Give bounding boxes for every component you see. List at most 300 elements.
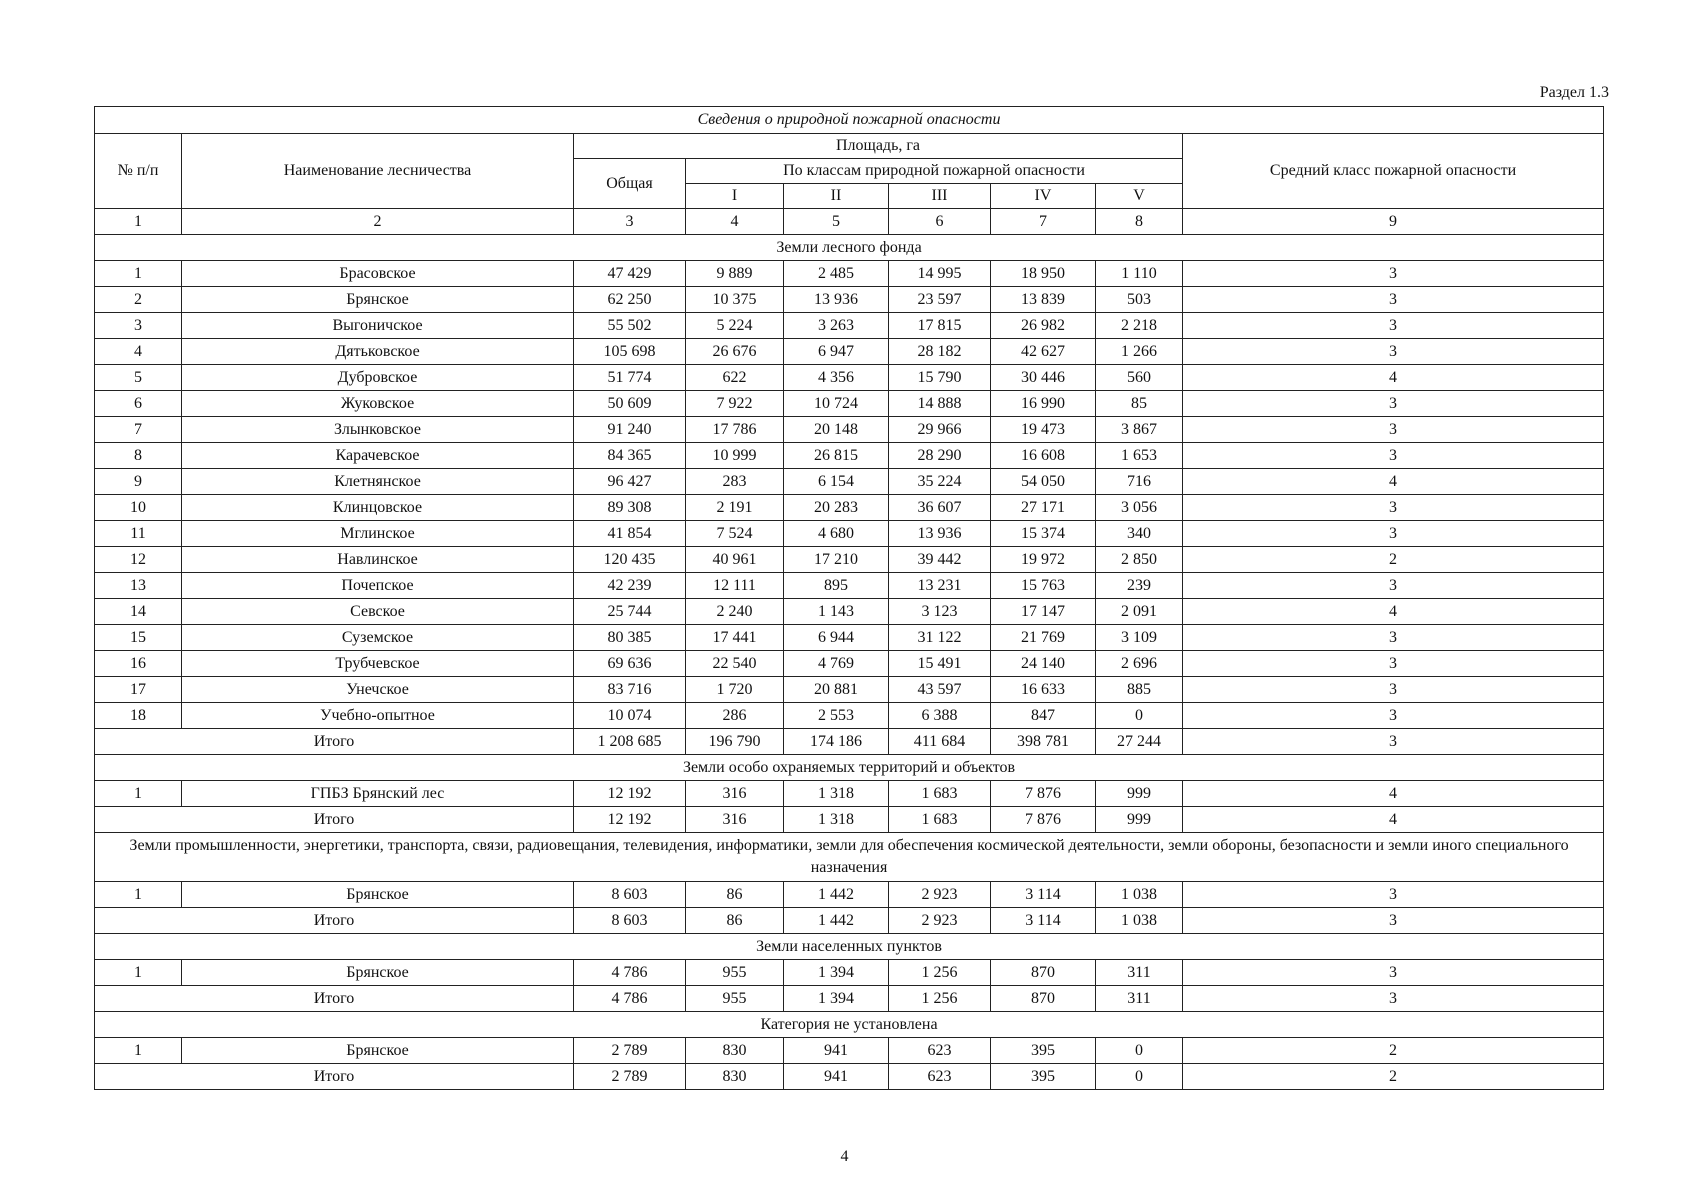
total-label: Итого xyxy=(95,986,574,1012)
forestry-name-cell: Брянское xyxy=(182,287,574,313)
total-cell: 4 xyxy=(1183,807,1604,833)
header-by-class: По классам природной пожарной опасности xyxy=(686,159,1183,184)
table-row xyxy=(95,391,1604,417)
total-cell: 3 114 xyxy=(991,908,1096,934)
forestry-name-cell: ГПБЗ Брянский лес xyxy=(182,781,574,807)
table-cell: 18 950 xyxy=(991,261,1096,287)
table-row xyxy=(95,1038,1604,1064)
table-cell: 623 xyxy=(889,1038,991,1064)
table-cell: 12 192 xyxy=(574,781,686,807)
table-cell: 4 769 xyxy=(784,651,889,677)
table-cell: 51 774 xyxy=(574,365,686,391)
table-cell: 3 xyxy=(1183,417,1604,443)
total-row xyxy=(95,1064,1604,1090)
table-cell: 286 xyxy=(686,703,784,729)
table-cell: 20 283 xyxy=(784,495,889,521)
total-cell: 196 790 xyxy=(686,729,784,755)
table-cell: 18 xyxy=(95,703,182,729)
section-title: Земли промышленности, энергетики, транспорта, связи, радиовещания, телевидения, информатики, земли для обеспечения космической деятельности, земли обороны, безопасности и земли иного специального назначения xyxy=(95,833,1604,882)
table-cell: 10 724 xyxy=(784,391,889,417)
total-cell: 395 xyxy=(991,1064,1096,1090)
forestry-name-cell: Учебно-опытное xyxy=(182,703,574,729)
table-cell: 1 xyxy=(95,1038,182,1064)
column-number: 7 xyxy=(991,209,1096,235)
table-cell: 2 xyxy=(1183,547,1604,573)
table-cell: 80 385 xyxy=(574,625,686,651)
table-row xyxy=(95,703,1604,729)
table-cell: 15 790 xyxy=(889,365,991,391)
table-row xyxy=(95,443,1604,469)
total-cell: 955 xyxy=(686,986,784,1012)
table-cell: 2 191 xyxy=(686,495,784,521)
table-cell: 28 182 xyxy=(889,339,991,365)
header-class-1: I xyxy=(686,184,784,209)
forestry-name-cell: Жуковское xyxy=(182,391,574,417)
page-number: 4 xyxy=(840,1148,849,1165)
forestry-name-cell: Мглинское xyxy=(182,521,574,547)
table-cell: 8 xyxy=(95,443,182,469)
table-row xyxy=(95,365,1604,391)
column-number: 8 xyxy=(1096,209,1183,235)
table-cell: 50 609 xyxy=(574,391,686,417)
table-cell: 1 038 xyxy=(1096,882,1183,908)
total-label: Итого xyxy=(95,729,574,755)
total-cell: 623 xyxy=(889,1064,991,1090)
table-row xyxy=(95,261,1604,287)
table-title: Сведения о природной пожарной опасности xyxy=(95,107,1604,134)
header-class-5: V xyxy=(1096,184,1183,209)
header-col-name: Наименование лесничества xyxy=(182,134,574,209)
table-cell: 3 263 xyxy=(784,313,889,339)
table-cell: 17 xyxy=(95,677,182,703)
header-class-4: IV xyxy=(991,184,1096,209)
table-cell: 22 540 xyxy=(686,651,784,677)
table-cell: 3 109 xyxy=(1096,625,1183,651)
table-cell: 4 xyxy=(1183,365,1604,391)
table-cell: 3 056 xyxy=(1096,495,1183,521)
table-row xyxy=(95,313,1604,339)
column-number: 1 xyxy=(95,209,182,235)
table-cell: 3 xyxy=(1183,495,1604,521)
table-cell: 6 154 xyxy=(784,469,889,495)
section-title: Земли лесного фонда xyxy=(95,235,1604,261)
table-cell: 17 786 xyxy=(686,417,784,443)
table-cell: 941 xyxy=(784,1038,889,1064)
column-number: 4 xyxy=(686,209,784,235)
forestry-name-cell: Брянское xyxy=(182,1038,574,1064)
table-cell: 2 696 xyxy=(1096,651,1183,677)
table-cell: 3 xyxy=(1183,443,1604,469)
table-cell: 14 xyxy=(95,599,182,625)
forestry-name-cell: Севское xyxy=(182,599,574,625)
table-cell: 847 xyxy=(991,703,1096,729)
total-cell: 2 xyxy=(1183,1064,1604,1090)
table-cell: 2 553 xyxy=(784,703,889,729)
table-row xyxy=(95,469,1604,495)
forestry-name-cell: Брянское xyxy=(182,882,574,908)
table-cell: 62 250 xyxy=(574,287,686,313)
table-cell: 2 xyxy=(95,287,182,313)
table-cell: 10 375 xyxy=(686,287,784,313)
table-cell: 716 xyxy=(1096,469,1183,495)
table-cell: 16 xyxy=(95,651,182,677)
table-cell: 1 442 xyxy=(784,882,889,908)
table-cell: 15 374 xyxy=(991,521,1096,547)
table-cell: 3 xyxy=(1183,882,1604,908)
table-cell: 283 xyxy=(686,469,784,495)
total-row xyxy=(95,729,1604,755)
table-cell: 3 xyxy=(1183,960,1604,986)
table-row xyxy=(95,339,1604,365)
table-cell: 3 xyxy=(1183,287,1604,313)
total-cell: 941 xyxy=(784,1064,889,1090)
table-body xyxy=(95,209,1604,1090)
total-cell: 311 xyxy=(1096,986,1183,1012)
table-cell: 55 502 xyxy=(574,313,686,339)
table-cell: 1 xyxy=(95,781,182,807)
table-cell: 870 xyxy=(991,960,1096,986)
header-class-3: III xyxy=(889,184,991,209)
table-cell: 3 xyxy=(1183,573,1604,599)
table-cell: 91 240 xyxy=(574,417,686,443)
table-cell: 14 995 xyxy=(889,261,991,287)
table-row xyxy=(95,573,1604,599)
table-cell: 4 xyxy=(95,339,182,365)
table-cell: 105 698 xyxy=(574,339,686,365)
table-cell: 14 888 xyxy=(889,391,991,417)
table-cell: 3 xyxy=(95,313,182,339)
total-cell: 398 781 xyxy=(991,729,1096,755)
forestry-name-cell: Карачевское xyxy=(182,443,574,469)
table-cell: 3 xyxy=(1183,651,1604,677)
table-cell: 830 xyxy=(686,1038,784,1064)
table-cell: 340 xyxy=(1096,521,1183,547)
forestry-name-cell: Клетнянское xyxy=(182,469,574,495)
header-col-no: № п/п xyxy=(95,134,182,209)
section-label: Раздел 1.3 xyxy=(1539,84,1609,101)
table-cell: 24 140 xyxy=(991,651,1096,677)
total-cell: 830 xyxy=(686,1064,784,1090)
table-row xyxy=(95,495,1604,521)
table-cell: 1 720 xyxy=(686,677,784,703)
total-cell: 8 603 xyxy=(574,908,686,934)
table-cell: 36 607 xyxy=(889,495,991,521)
table-cell: 15 763 xyxy=(991,573,1096,599)
table-row xyxy=(95,599,1604,625)
table-cell: 2 789 xyxy=(574,1038,686,1064)
table-cell: 12 xyxy=(95,547,182,573)
table-cell: 17 210 xyxy=(784,547,889,573)
section-header-row xyxy=(95,1012,1604,1038)
table-row xyxy=(95,882,1604,908)
section-header-row xyxy=(95,833,1604,882)
table-cell: 4 xyxy=(1183,599,1604,625)
forestry-name-cell: Злынковское xyxy=(182,417,574,443)
table-cell: 30 446 xyxy=(991,365,1096,391)
table-cell: 2 218 xyxy=(1096,313,1183,339)
total-cell: 1 038 xyxy=(1096,908,1183,934)
table-row xyxy=(95,287,1604,313)
table-cell: 503 xyxy=(1096,287,1183,313)
table-cell: 5 224 xyxy=(686,313,784,339)
table-cell: 86 xyxy=(686,882,784,908)
table-cell: 4 xyxy=(1183,781,1604,807)
column-number: 3 xyxy=(574,209,686,235)
table-cell: 3 xyxy=(1183,703,1604,729)
table-cell: 13 936 xyxy=(784,287,889,313)
table-cell: 3 xyxy=(1183,391,1604,417)
forestry-name-cell: Навлинское xyxy=(182,547,574,573)
table-row xyxy=(95,651,1604,677)
total-label: Итого xyxy=(95,908,574,934)
table-cell: 19 972 xyxy=(991,547,1096,573)
table-cell: 31 122 xyxy=(889,625,991,651)
table-row xyxy=(95,547,1604,573)
table-cell: 16 633 xyxy=(991,677,1096,703)
table-cell: 1 xyxy=(95,882,182,908)
table-cell: 6 944 xyxy=(784,625,889,651)
table-cell: 2 850 xyxy=(1096,547,1183,573)
table-cell: 3 xyxy=(1183,521,1604,547)
header-avg-class: Средний класс пожарной опасности xyxy=(1183,134,1604,209)
table-cell: 20 881 xyxy=(784,677,889,703)
column-number-row xyxy=(95,209,1604,235)
table-cell: 3 xyxy=(1183,625,1604,651)
table-cell: 10 999 xyxy=(686,443,784,469)
table-cell: 560 xyxy=(1096,365,1183,391)
table-cell: 13 231 xyxy=(889,573,991,599)
table-cell: 120 435 xyxy=(574,547,686,573)
table-cell: 9 889 xyxy=(686,261,784,287)
section-title: Земли населенных пунктов xyxy=(95,934,1604,960)
table-cell: 10 xyxy=(95,495,182,521)
forestry-name-cell: Клинцовское xyxy=(182,495,574,521)
forestry-name-cell: Брянское xyxy=(182,960,574,986)
table-cell: 19 473 xyxy=(991,417,1096,443)
table-cell: 3 867 xyxy=(1096,417,1183,443)
table-cell: 20 148 xyxy=(784,417,889,443)
table-cell: 41 854 xyxy=(574,521,686,547)
total-cell: 1 208 685 xyxy=(574,729,686,755)
table-cell: 27 171 xyxy=(991,495,1096,521)
table-cell: 4 xyxy=(1183,469,1604,495)
table-cell: 35 224 xyxy=(889,469,991,495)
table-cell: 16 990 xyxy=(991,391,1096,417)
table-cell: 3 xyxy=(1183,339,1604,365)
table-cell: 999 xyxy=(1096,781,1183,807)
section-header-row xyxy=(95,235,1604,261)
total-cell: 3 xyxy=(1183,729,1604,755)
table-cell: 1 653 xyxy=(1096,443,1183,469)
table-cell: 13 xyxy=(95,573,182,599)
table-cell: 3 114 xyxy=(991,882,1096,908)
table-cell: 1 143 xyxy=(784,599,889,625)
table-cell: 622 xyxy=(686,365,784,391)
forestry-name-cell: Почепское xyxy=(182,573,574,599)
table-cell: 13 839 xyxy=(991,287,1096,313)
table-cell: 4 356 xyxy=(784,365,889,391)
table-cell: 17 815 xyxy=(889,313,991,339)
section-title: Земли особо охраняемых территорий и объектов xyxy=(95,755,1604,781)
table-cell: 11 xyxy=(95,521,182,547)
total-cell: 1 442 xyxy=(784,908,889,934)
table-cell: 1 xyxy=(95,960,182,986)
table-cell: 23 597 xyxy=(889,287,991,313)
total-label: Итого xyxy=(95,1064,574,1090)
section-header-row xyxy=(95,934,1604,960)
table-cell: 3 xyxy=(1183,261,1604,287)
total-cell: 3 xyxy=(1183,986,1604,1012)
table-cell: 0 xyxy=(1096,703,1183,729)
table-cell: 12 111 xyxy=(686,573,784,599)
table-cell: 7 xyxy=(95,417,182,443)
forestry-name-cell: Дубровское xyxy=(182,365,574,391)
table-row xyxy=(95,677,1604,703)
table-cell: 6 xyxy=(95,391,182,417)
table-cell: 4 680 xyxy=(784,521,889,547)
table-cell: 1 xyxy=(95,261,182,287)
table-cell: 15 491 xyxy=(889,651,991,677)
table-cell: 29 966 xyxy=(889,417,991,443)
table-cell: 895 xyxy=(784,573,889,599)
total-cell: 999 xyxy=(1096,807,1183,833)
header-class-2: II xyxy=(784,184,889,209)
table-cell: 4 786 xyxy=(574,960,686,986)
table-row xyxy=(95,625,1604,651)
table-row xyxy=(95,960,1604,986)
table-cell: 316 xyxy=(686,781,784,807)
table-cell: 3 xyxy=(1183,677,1604,703)
section-header-row xyxy=(95,755,1604,781)
table-cell: 28 290 xyxy=(889,443,991,469)
table-cell: 26 676 xyxy=(686,339,784,365)
header-area: Площадь, га xyxy=(574,134,1183,159)
table-cell: 7 524 xyxy=(686,521,784,547)
table-cell: 21 769 xyxy=(991,625,1096,651)
total-row xyxy=(95,908,1604,934)
table-cell: 40 961 xyxy=(686,547,784,573)
table-cell: 6 388 xyxy=(889,703,991,729)
table-cell: 7 876 xyxy=(991,781,1096,807)
column-number: 9 xyxy=(1183,209,1604,235)
table-cell: 239 xyxy=(1096,573,1183,599)
table-cell: 1 394 xyxy=(784,960,889,986)
total-cell: 1 683 xyxy=(889,807,991,833)
forestry-name-cell: Дятьковское xyxy=(182,339,574,365)
table-cell: 8 603 xyxy=(574,882,686,908)
table-cell: 83 716 xyxy=(574,677,686,703)
table-cell: 43 597 xyxy=(889,677,991,703)
table-cell: 5 xyxy=(95,365,182,391)
table-cell: 10 074 xyxy=(574,703,686,729)
total-cell: 12 192 xyxy=(574,807,686,833)
table-cell: 1 683 xyxy=(889,781,991,807)
table-cell: 17 147 xyxy=(991,599,1096,625)
table-cell: 885 xyxy=(1096,677,1183,703)
total-cell: 2 923 xyxy=(889,908,991,934)
table-cell: 84 365 xyxy=(574,443,686,469)
total-cell: 1 318 xyxy=(784,807,889,833)
table-cell: 25 744 xyxy=(574,599,686,625)
table-cell: 1 266 xyxy=(1096,339,1183,365)
total-row xyxy=(95,986,1604,1012)
column-number: 6 xyxy=(889,209,991,235)
table-cell: 47 429 xyxy=(574,261,686,287)
table-cell: 26 815 xyxy=(784,443,889,469)
section-title: Категория не установлена xyxy=(95,1012,1604,1038)
total-cell: 7 876 xyxy=(991,807,1096,833)
table-cell: 15 xyxy=(95,625,182,651)
table-cell: 3 123 xyxy=(889,599,991,625)
table-row xyxy=(95,781,1604,807)
header-total: Общая xyxy=(574,159,686,209)
total-cell: 174 186 xyxy=(784,729,889,755)
total-cell: 0 xyxy=(1096,1064,1183,1090)
total-cell: 316 xyxy=(686,807,784,833)
table-cell: 1 110 xyxy=(1096,261,1183,287)
forestry-name-cell: Выгоничское xyxy=(182,313,574,339)
total-row xyxy=(95,807,1604,833)
forestry-name-cell: Унечское xyxy=(182,677,574,703)
forestry-name-cell: Суземское xyxy=(182,625,574,651)
total-cell: 2 789 xyxy=(574,1064,686,1090)
table-row xyxy=(95,521,1604,547)
table-row xyxy=(95,417,1604,443)
table-cell: 16 608 xyxy=(991,443,1096,469)
table-cell: 7 922 xyxy=(686,391,784,417)
total-cell: 1 256 xyxy=(889,986,991,1012)
table-cell: 2 485 xyxy=(784,261,889,287)
table-cell: 42 239 xyxy=(574,573,686,599)
table-cell: 89 308 xyxy=(574,495,686,521)
table-cell: 2 091 xyxy=(1096,599,1183,625)
table-cell: 2 xyxy=(1183,1038,1604,1064)
forestry-name-cell: Брасовское xyxy=(182,261,574,287)
total-cell: 4 786 xyxy=(574,986,686,1012)
table-cell: 2 240 xyxy=(686,599,784,625)
forestry-name-cell: Трубчевское xyxy=(182,651,574,677)
total-cell: 870 xyxy=(991,986,1096,1012)
table-cell: 1 318 xyxy=(784,781,889,807)
column-number: 5 xyxy=(784,209,889,235)
table-cell: 0 xyxy=(1096,1038,1183,1064)
table-cell: 96 427 xyxy=(574,469,686,495)
table-cell: 6 947 xyxy=(784,339,889,365)
table-cell: 42 627 xyxy=(991,339,1096,365)
table-cell: 2 923 xyxy=(889,882,991,908)
total-label: Итого xyxy=(95,807,574,833)
table-cell: 9 xyxy=(95,469,182,495)
table-cell: 955 xyxy=(686,960,784,986)
column-number: 2 xyxy=(182,209,574,235)
fire-hazard-table xyxy=(94,106,1604,1090)
table-cell: 26 982 xyxy=(991,313,1096,339)
table-cell: 395 xyxy=(991,1038,1096,1064)
total-cell: 3 xyxy=(1183,908,1604,934)
table-cell: 54 050 xyxy=(991,469,1096,495)
total-cell: 1 394 xyxy=(784,986,889,1012)
table-cell: 17 441 xyxy=(686,625,784,651)
table-cell: 85 xyxy=(1096,391,1183,417)
total-cell: 411 684 xyxy=(889,729,991,755)
total-cell: 86 xyxy=(686,908,784,934)
table-cell: 13 936 xyxy=(889,521,991,547)
table-cell: 311 xyxy=(1096,960,1183,986)
table-cell: 1 256 xyxy=(889,960,991,986)
total-cell: 27 244 xyxy=(1096,729,1183,755)
table-cell: 39 442 xyxy=(889,547,991,573)
table-cell: 69 636 xyxy=(574,651,686,677)
